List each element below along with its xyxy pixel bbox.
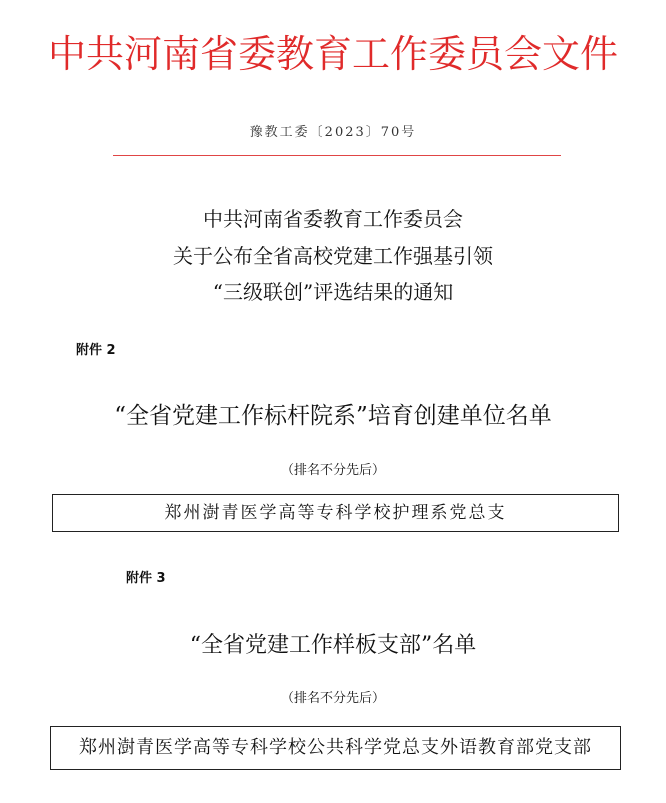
- attachment-2-label: 附件 2: [76, 343, 116, 358]
- attachment-3-list-title: “全省党建工作样板支部”名单: [189, 633, 477, 658]
- notice-title-line-3: “三级联创”评选结果的通知: [212, 280, 454, 304]
- attachment-2-list-title: “全省党建工作标杆院系”培育创建单位名单: [114, 403, 552, 429]
- attachment-3-label: 附件 3: [126, 571, 166, 586]
- attachment-3-entry: 郑州澍青医学高等专科学校公共科学党总支外语教育部党支部: [50, 726, 621, 770]
- header-divider: [113, 155, 561, 156]
- document-header-title: 中共河南省委教育工作委员会文件: [47, 32, 618, 76]
- attachment-2-entry: 郑州澍青医学高等专科学校护理系党总支: [52, 494, 619, 532]
- notice-title-line-1: 中共河南省委教育工作委员会: [203, 207, 463, 231]
- attachment-2-note: （排名不分先后）: [280, 463, 385, 478]
- attachment-3-note: （排名不分先后）: [280, 691, 385, 706]
- notice-title-line-2: 关于公布全省高校党建工作强基引领: [173, 244, 493, 268]
- document-number: 豫教工委〔2023〕70号: [249, 125, 417, 140]
